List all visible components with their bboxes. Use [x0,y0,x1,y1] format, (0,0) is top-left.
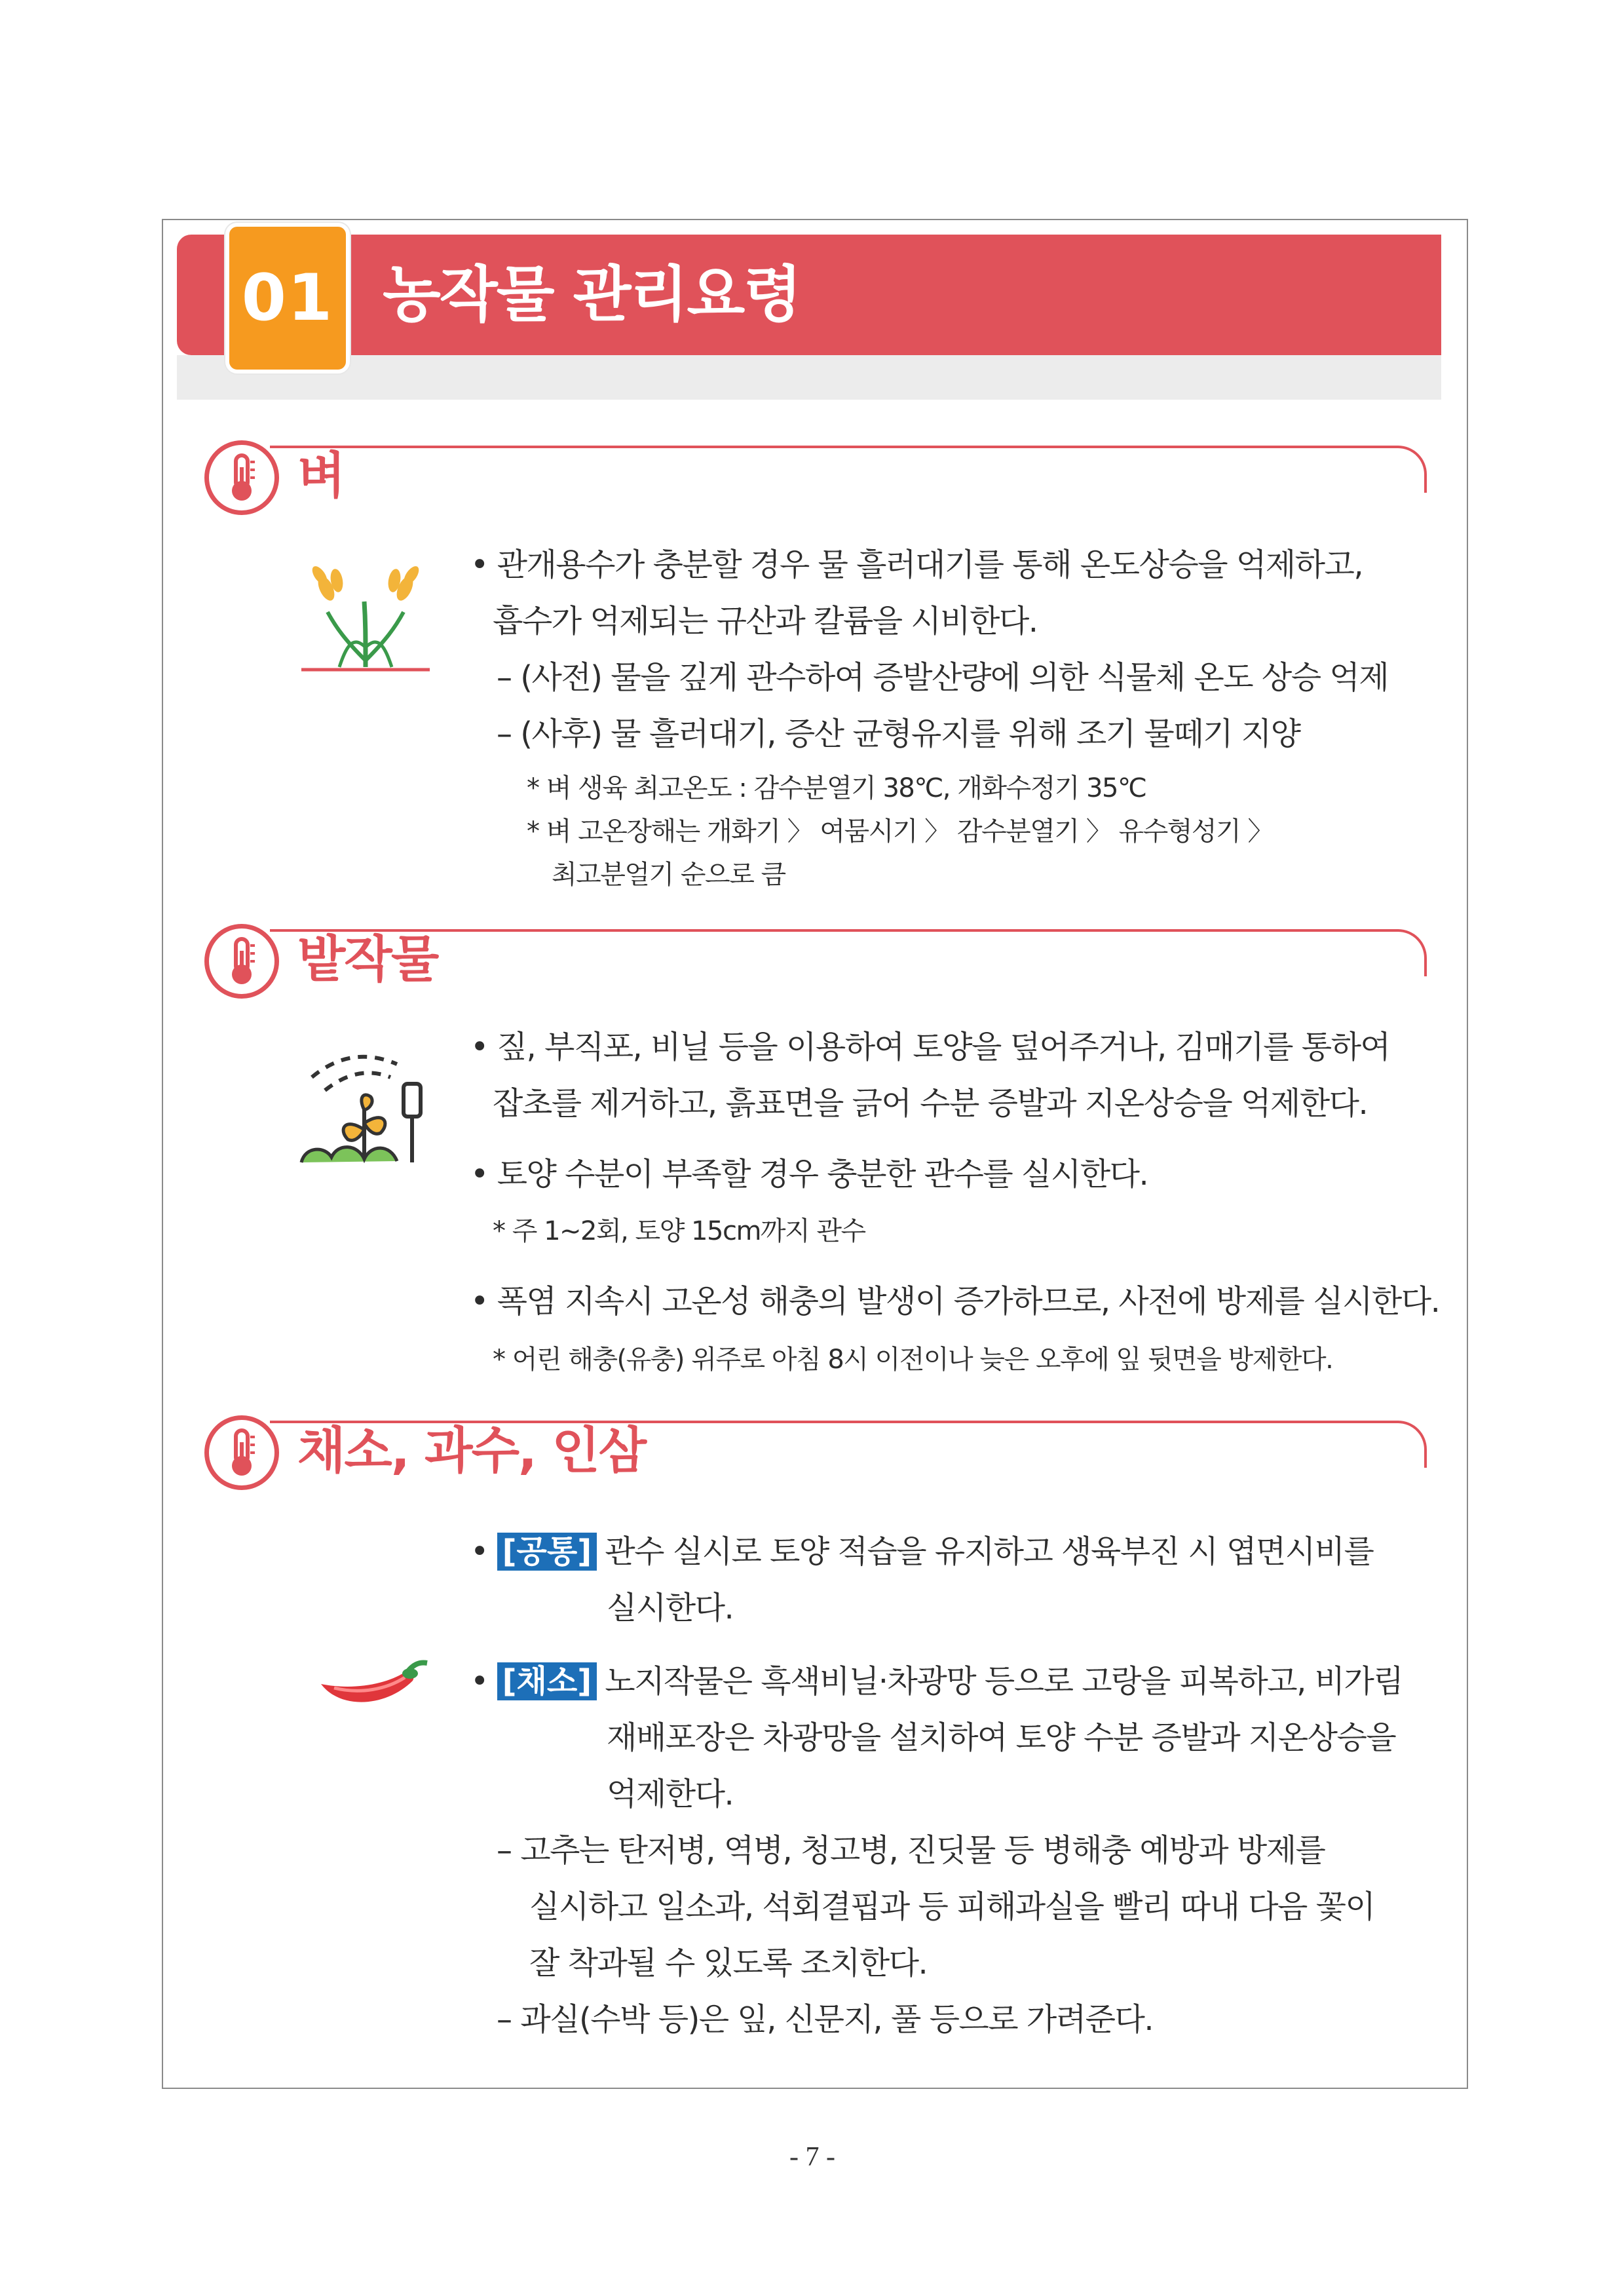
thermometer-icon [204,1415,279,1490]
header-shadow [177,355,1441,400]
rice-note-2-line-1: * 벼 고온장해는 개화기 〉 여뭄시기 〉 감수분열기 〉 유수형성기 〉 [527,816,1273,847]
section-title-rice: 벼 [297,446,345,505]
veg-common-line-2: 실시한다. [607,1590,734,1626]
rice-sub-item-2: – (사후) 물 흘러대기, 증산 균형유지를 위해 조기 물떼기 지양 [497,716,1300,752]
page-number: - 7 - [789,2142,835,2172]
section-title-veg-fruit-ginseng: 채소, 과수, 인삼 [297,1421,646,1480]
field-paragraph-3: • 폭염 지속시 고온성 해충의 발생이 증가하므로, 사전에 방제를 실시한다. [470,1283,1440,1320]
page-title: 농작물 관리요령 [383,259,801,330]
section-title-field-crops: 밭작물 [297,930,438,988]
section-header-veg-fruit-ginseng [204,1415,1428,1487]
thermometer-icon [204,440,279,515]
rice-plant-icon [300,549,431,683]
sprinkler-sprout-icon [299,1031,436,1172]
section-divider [270,446,1427,493]
field-note-2: * 어린 해충(유충) 위주로 아침 8시 이전이나 늦은 오후에 잎 뒷면을 방제한다. [493,1345,1333,1375]
section-header-rice [204,440,1428,512]
rice-sub-item-1: – (사전) 물을 깊게 관수하여 증발산량에 의한 식물체 온도 상승 억제 [497,659,1389,696]
veg-vegetable-line-3: 억제한다. [607,1776,734,1812]
section-number-badge [225,223,350,373]
field-paragraph-1-line-1: • 짚, 부직포, 비닐 등을 이용하여 토양을 덮어주거나, 김매기를 통하여 [470,1029,1390,1065]
rice-paragraph-line-1: • 관개용수가 충분할 경우 물 흘러대기를 통해 온도상승을 억제하고, [470,546,1363,583]
veg-vegetable-line-1: • [채소] 노지작물은 흑색비닐·차광망 등으로 고랑을 피복하고, 비가림 [470,1663,1403,1700]
chili-pepper-icon [314,1645,432,1726]
veg-vegetable-line-2: 재배포장은 차광망을 설치하여 토양 수분 증발과 지온상승을 [607,1719,1396,1756]
veg-sub-1-line-3: 잘 착과될 수 있도록 조치한다. [529,1945,928,1981]
thermometer-icon [204,924,279,999]
section-number: 01 [241,261,334,335]
header-band [177,235,1441,355]
rice-paragraph-line-2: 흡수가 억제되는 규산과 칼륨을 시비한다. [493,603,1038,640]
common-tag: [공통] [497,1533,597,1571]
field-note-1: * 주 1~2회, 토양 15cm까지 관수 [493,1216,865,1246]
veg-sub-1-line-1: – 고추는 탄저병, 역병, 청고병, 진딧물 등 병해충 예방과 방제를 [497,1832,1325,1869]
field-paragraph-1-line-2: 잡초를 제거하고, 흙표면을 긁어 수분 증발과 지온상승을 억제한다. [493,1085,1368,1122]
field-paragraph-2: • 토양 수분이 부족할 경우 충분한 관수를 실시한다. [470,1156,1148,1193]
veg-sub-1-line-2: 실시하고 일소과, 석회결핍과 등 피해과실을 빨리 따내 다음 꽃이 [529,1888,1375,1925]
vegetable-tag: [채소] [497,1662,597,1700]
section-header-field-crops [204,924,1428,996]
veg-sub-2: – 과실(수박 등)은 잎, 신문지, 풀 등으로 가려준다. [497,2001,1154,2038]
section-divider [270,929,1427,976]
rice-note-2-line-2: 최고분얼기 순으로 큼 [552,860,785,890]
veg-common-line-1: • [공통] 관수 실시로 토양 적습을 유지하고 생육부진 시 엽면시비를 [470,1533,1374,1570]
rice-note-1: * 벼 생육 최고온도 : 감수분열기 38℃, 개화수정기 35℃ [527,773,1146,803]
